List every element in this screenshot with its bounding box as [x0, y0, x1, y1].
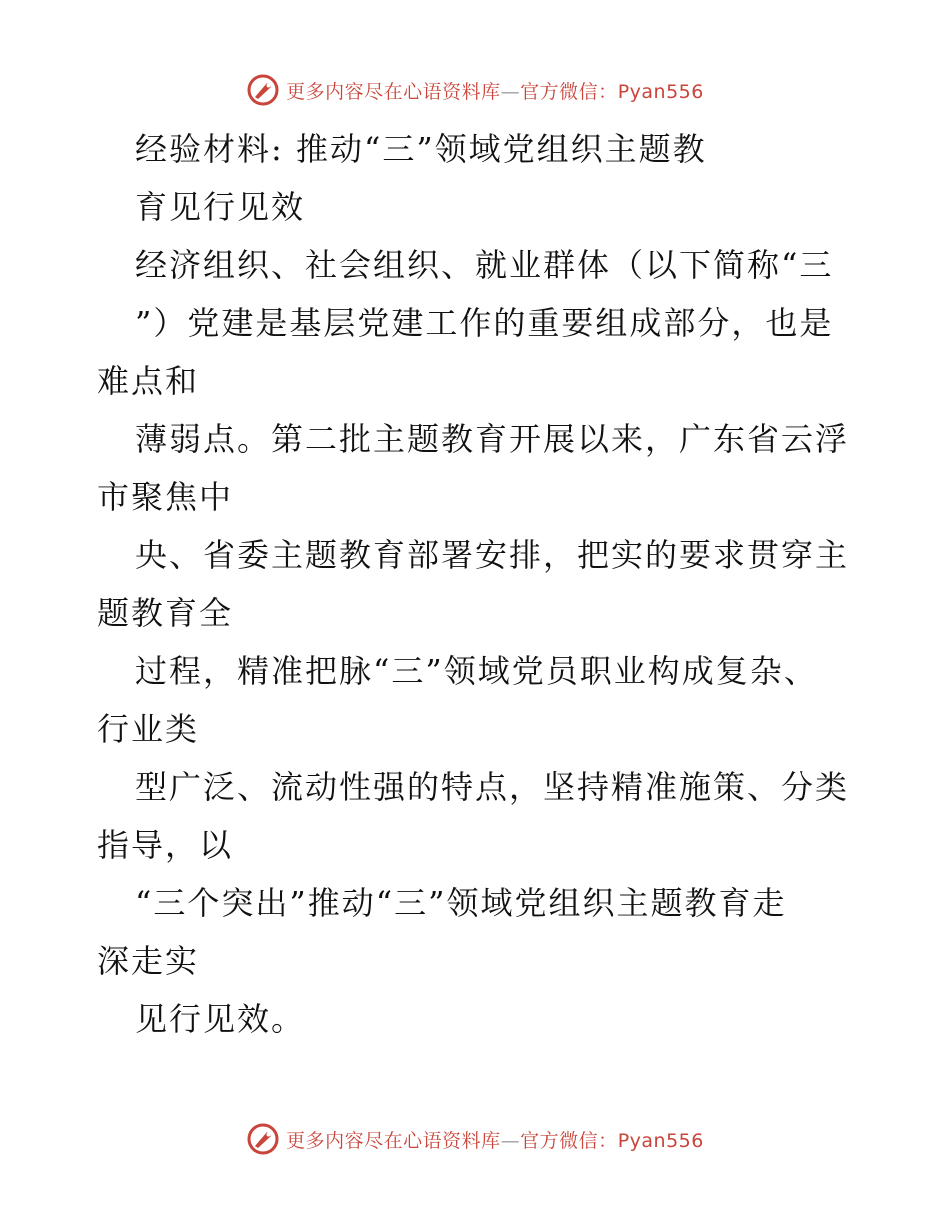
- watermark-top: [0, 72, 950, 108]
- watermark-separator: —: [500, 1129, 521, 1152]
- watermark-separator: —: [500, 80, 521, 103]
- paragraph-line: “三个突出”推动“三”领域党组织主题教育走: [135, 884, 787, 922]
- watermark-text: [286, 77, 704, 104]
- watermark-contact: 官方微信：: [520, 1129, 618, 1152]
- document-title-line: 育见行见效: [135, 188, 306, 226]
- paragraph-line: 经济组织、社会组织、就业群体（以下简称“三: [135, 246, 834, 284]
- paragraph-line: 指导，以: [97, 826, 234, 864]
- document-title-line: 经验材料: 推动“三”领域党组织主题教: [135, 130, 707, 168]
- watermark-brand: 更多内容尽在心语资料库: [286, 80, 501, 103]
- paragraph-line: ”）党建是基层党建工作的重要组成部分，也是: [135, 304, 834, 342]
- paragraph-line: 央、省委主题教育部署安排，把实的要求贯穿主: [135, 536, 850, 574]
- paragraph-line: 型广泛、流动性强的特点，坚持精准施策、分类: [135, 768, 850, 806]
- paragraph-line: 薄弱点。第二批主题教育开展以来，广东省云浮: [135, 420, 850, 458]
- document-body: [97, 120, 857, 1048]
- paragraph-line: 题教育全: [97, 594, 234, 632]
- paragraph-line: 见行见效。: [135, 1000, 306, 1038]
- watermark-handle: Pyan556: [617, 1129, 704, 1152]
- paragraph-line: 难点和: [97, 362, 200, 400]
- paragraph-line: 市聚焦中: [97, 478, 234, 516]
- paragraph-line: 过程，精准把脉“三”领域党员职业构成复杂、: [135, 652, 818, 690]
- watermark-handle: Pyan556: [617, 80, 704, 103]
- watermark-bottom: [0, 1121, 950, 1157]
- paragraph-line: 行业类: [97, 710, 200, 748]
- watermark-contact: 官方微信：: [520, 80, 618, 103]
- pen-nib-icon: [246, 73, 280, 107]
- pen-nib-icon: [246, 1122, 280, 1156]
- watermark-brand: 更多内容尽在心语资料库: [286, 1129, 501, 1152]
- paragraph-line: 深走实: [97, 942, 200, 980]
- watermark-text: [286, 1126, 704, 1153]
